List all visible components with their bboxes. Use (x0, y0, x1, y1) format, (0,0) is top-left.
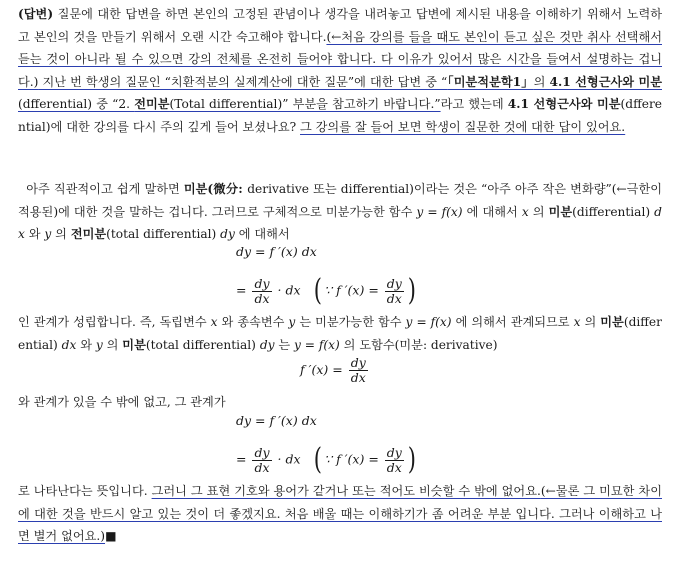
fraction-denominator: dx (386, 290, 402, 306)
term-total-differential: 전미분 (134, 97, 170, 111)
fraction-numerator: dy (386, 444, 402, 460)
text-span: (dfferential) 중 “2. (18, 97, 135, 111)
section-title: 4.1 선형근사와 미분 (507, 97, 621, 111)
math-inline: x (573, 315, 581, 329)
text-span: 에 대해서 (234, 227, 290, 241)
right-paren: ) (407, 442, 416, 477)
right-paren: ) (407, 273, 416, 308)
term-derivative: 미분(微分: (183, 182, 248, 196)
relation-text: 와 관계가 있을 수 밖에 없고, 그 관계가 (18, 395, 226, 409)
fraction (385, 446, 404, 475)
math-inline: dx (61, 337, 77, 352)
text-span: 에 의해서 관계되므로 (451, 315, 574, 329)
fraction (349, 356, 368, 385)
math-inline: dx (18, 204, 662, 241)
text-span: 의 (51, 227, 71, 241)
equals-sign: = (236, 282, 247, 298)
reference-text: 지난 번 학생의 질문인 “치환적분의 실제계산에 대한 질문”에 대한 답변 중 “ (38, 74, 448, 89)
text-span: 의 (580, 315, 601, 329)
text-span: 와 (76, 337, 96, 352)
math-inline: y (44, 227, 52, 241)
math-inline: dy (220, 227, 235, 241)
fraction (252, 446, 271, 475)
fraction-numerator: dy (350, 355, 366, 370)
math-inline: · dx (277, 282, 301, 298)
fraction-denominator: dx (386, 459, 402, 475)
math-inline: y (288, 315, 296, 329)
text-span: 의 (533, 74, 550, 89)
text-span: 의 (528, 204, 549, 219)
term-differential: 미분 (600, 315, 624, 329)
text-span: (differential) (18, 315, 662, 352)
conclusion-paragraph (18, 480, 662, 548)
fraction-numerator: dy (254, 444, 270, 460)
term-differential: 미분 (122, 337, 146, 352)
because-clause: ∵ f ′(x) = (324, 282, 379, 298)
math-inline: y (95, 337, 103, 352)
text-span: derivative 또는 differential)이라는 것은 “아주 아주 작은 변화량”(←극한이 적용된)에 대한 것을 말하는 겁니다. 그러므로 구체적으로 미분가능한 함수 (18, 182, 663, 219)
underlined-conclusion: 그러니 그 표현 기호와 용어가 같거나 또는 적어도 비슷할 수 밖에 없어요. (151, 484, 541, 498)
math-inline: x (210, 315, 218, 329)
math-inline: · dx (277, 451, 301, 467)
text-span: (differential) (572, 204, 655, 219)
text-span: 라고 했는데 (440, 97, 508, 111)
math-inline: y = f(x) (294, 337, 340, 352)
math-inline: f ′(x) = (300, 362, 343, 377)
note-underlined-1: (←처음 강의를 들을 때도 본인이 듣고 싶은 것만 취사 선택해서 듣는 것이 아니라 될 수 있으면 강의 전체를 온전히 들어야 합니다. 다 이유가 있어서 많은 시간을 들여서 설명하는 겁니다.) (18, 29, 662, 89)
equation-dy-line1: dy = f ′(x) dx (236, 413, 317, 428)
text-span: 인 관계가 성립합니다. 즉, 독립변수 (18, 315, 211, 329)
note-underlined-2: (←물론 그 미묘한 차이에 대한 것을 반드시 알고 있는 것이 더 좋겠지요. 처음 배울 때는 이해하기가 좀 어려운 부분 입니다. 그러나 이해하고 나면 별거 없어요.) (18, 484, 662, 543)
left-paren: ( (314, 273, 323, 308)
text-span: (dfferential)에 대한 강의를 다시 주의 깊게 들어 보셨나요? (18, 97, 662, 134)
relation-paragraph (18, 311, 662, 356)
because-clause: ∵ f ′(x) = (324, 451, 379, 467)
fraction (252, 277, 271, 306)
math-inline: x (521, 204, 529, 219)
text-span: 와 (24, 227, 45, 241)
explanation-paragraph (18, 178, 662, 246)
equals-sign: = (236, 451, 247, 467)
left-paren: ( (314, 442, 323, 477)
answer-paragraph (18, 3, 662, 138)
section-title: 4.1 선형근사와 미분 (549, 74, 662, 89)
text-span: 는 (274, 337, 295, 352)
answer-hint: 그 강의를 잘 들어 보면 학생이 질문한 것에 대한 답이 있어요. (300, 119, 626, 134)
term-differential: 미분 (548, 204, 573, 219)
text-span: 로 나타난다는 뜻입니다. (18, 484, 152, 498)
math-inline: dy (259, 337, 275, 352)
text-span: 의 도함수(미분: derivative) (339, 337, 498, 352)
answer-text: 질문에 대한 답변을 하면 본인의 고정된 관념이나 생각을 내려놓고 답변에 제시된 내용을 이해하기 위해서 노력하고 본인의 것을 만들기 위해서 오랜 시간 숙고해야 합니다. (18, 7, 662, 44)
text-span: 아주 직관적이고 쉽게 말하면 (26, 182, 184, 196)
term-total-differential: 전미분 (70, 227, 107, 241)
equation-derivative (300, 356, 370, 385)
end-mark: ■ (105, 529, 117, 543)
fraction-denominator: dx (254, 459, 270, 475)
equation-dy-line2 (236, 273, 418, 308)
fraction-denominator: dx (254, 290, 270, 306)
text-span: 에 대해서 (462, 204, 522, 219)
equation-dy-line2 (236, 442, 418, 477)
text-span: 의 (102, 337, 123, 352)
math-inline: y = f(x) (416, 204, 463, 219)
book-title: 「미분적분학1」 (447, 74, 534, 89)
text-span: (total differential) (106, 227, 221, 241)
text-span: (total differential) (145, 337, 260, 352)
text-span: (Total differential)” 부분을 참고하기 바랍니다.” (169, 97, 441, 111)
fraction (385, 277, 404, 306)
fraction-numerator: dy (386, 275, 402, 291)
fraction-numerator: dy (254, 275, 270, 291)
answer-label: (답변) (18, 7, 54, 21)
text-span: 는 미분가능한 함수 (295, 315, 406, 329)
text-span: 와 종속변수 (217, 315, 289, 329)
math-inline: y = f(x) (405, 315, 452, 329)
equation-dy-line1: dy = f ′(x) dx (236, 244, 317, 259)
fraction-denominator: dx (350, 370, 366, 385)
